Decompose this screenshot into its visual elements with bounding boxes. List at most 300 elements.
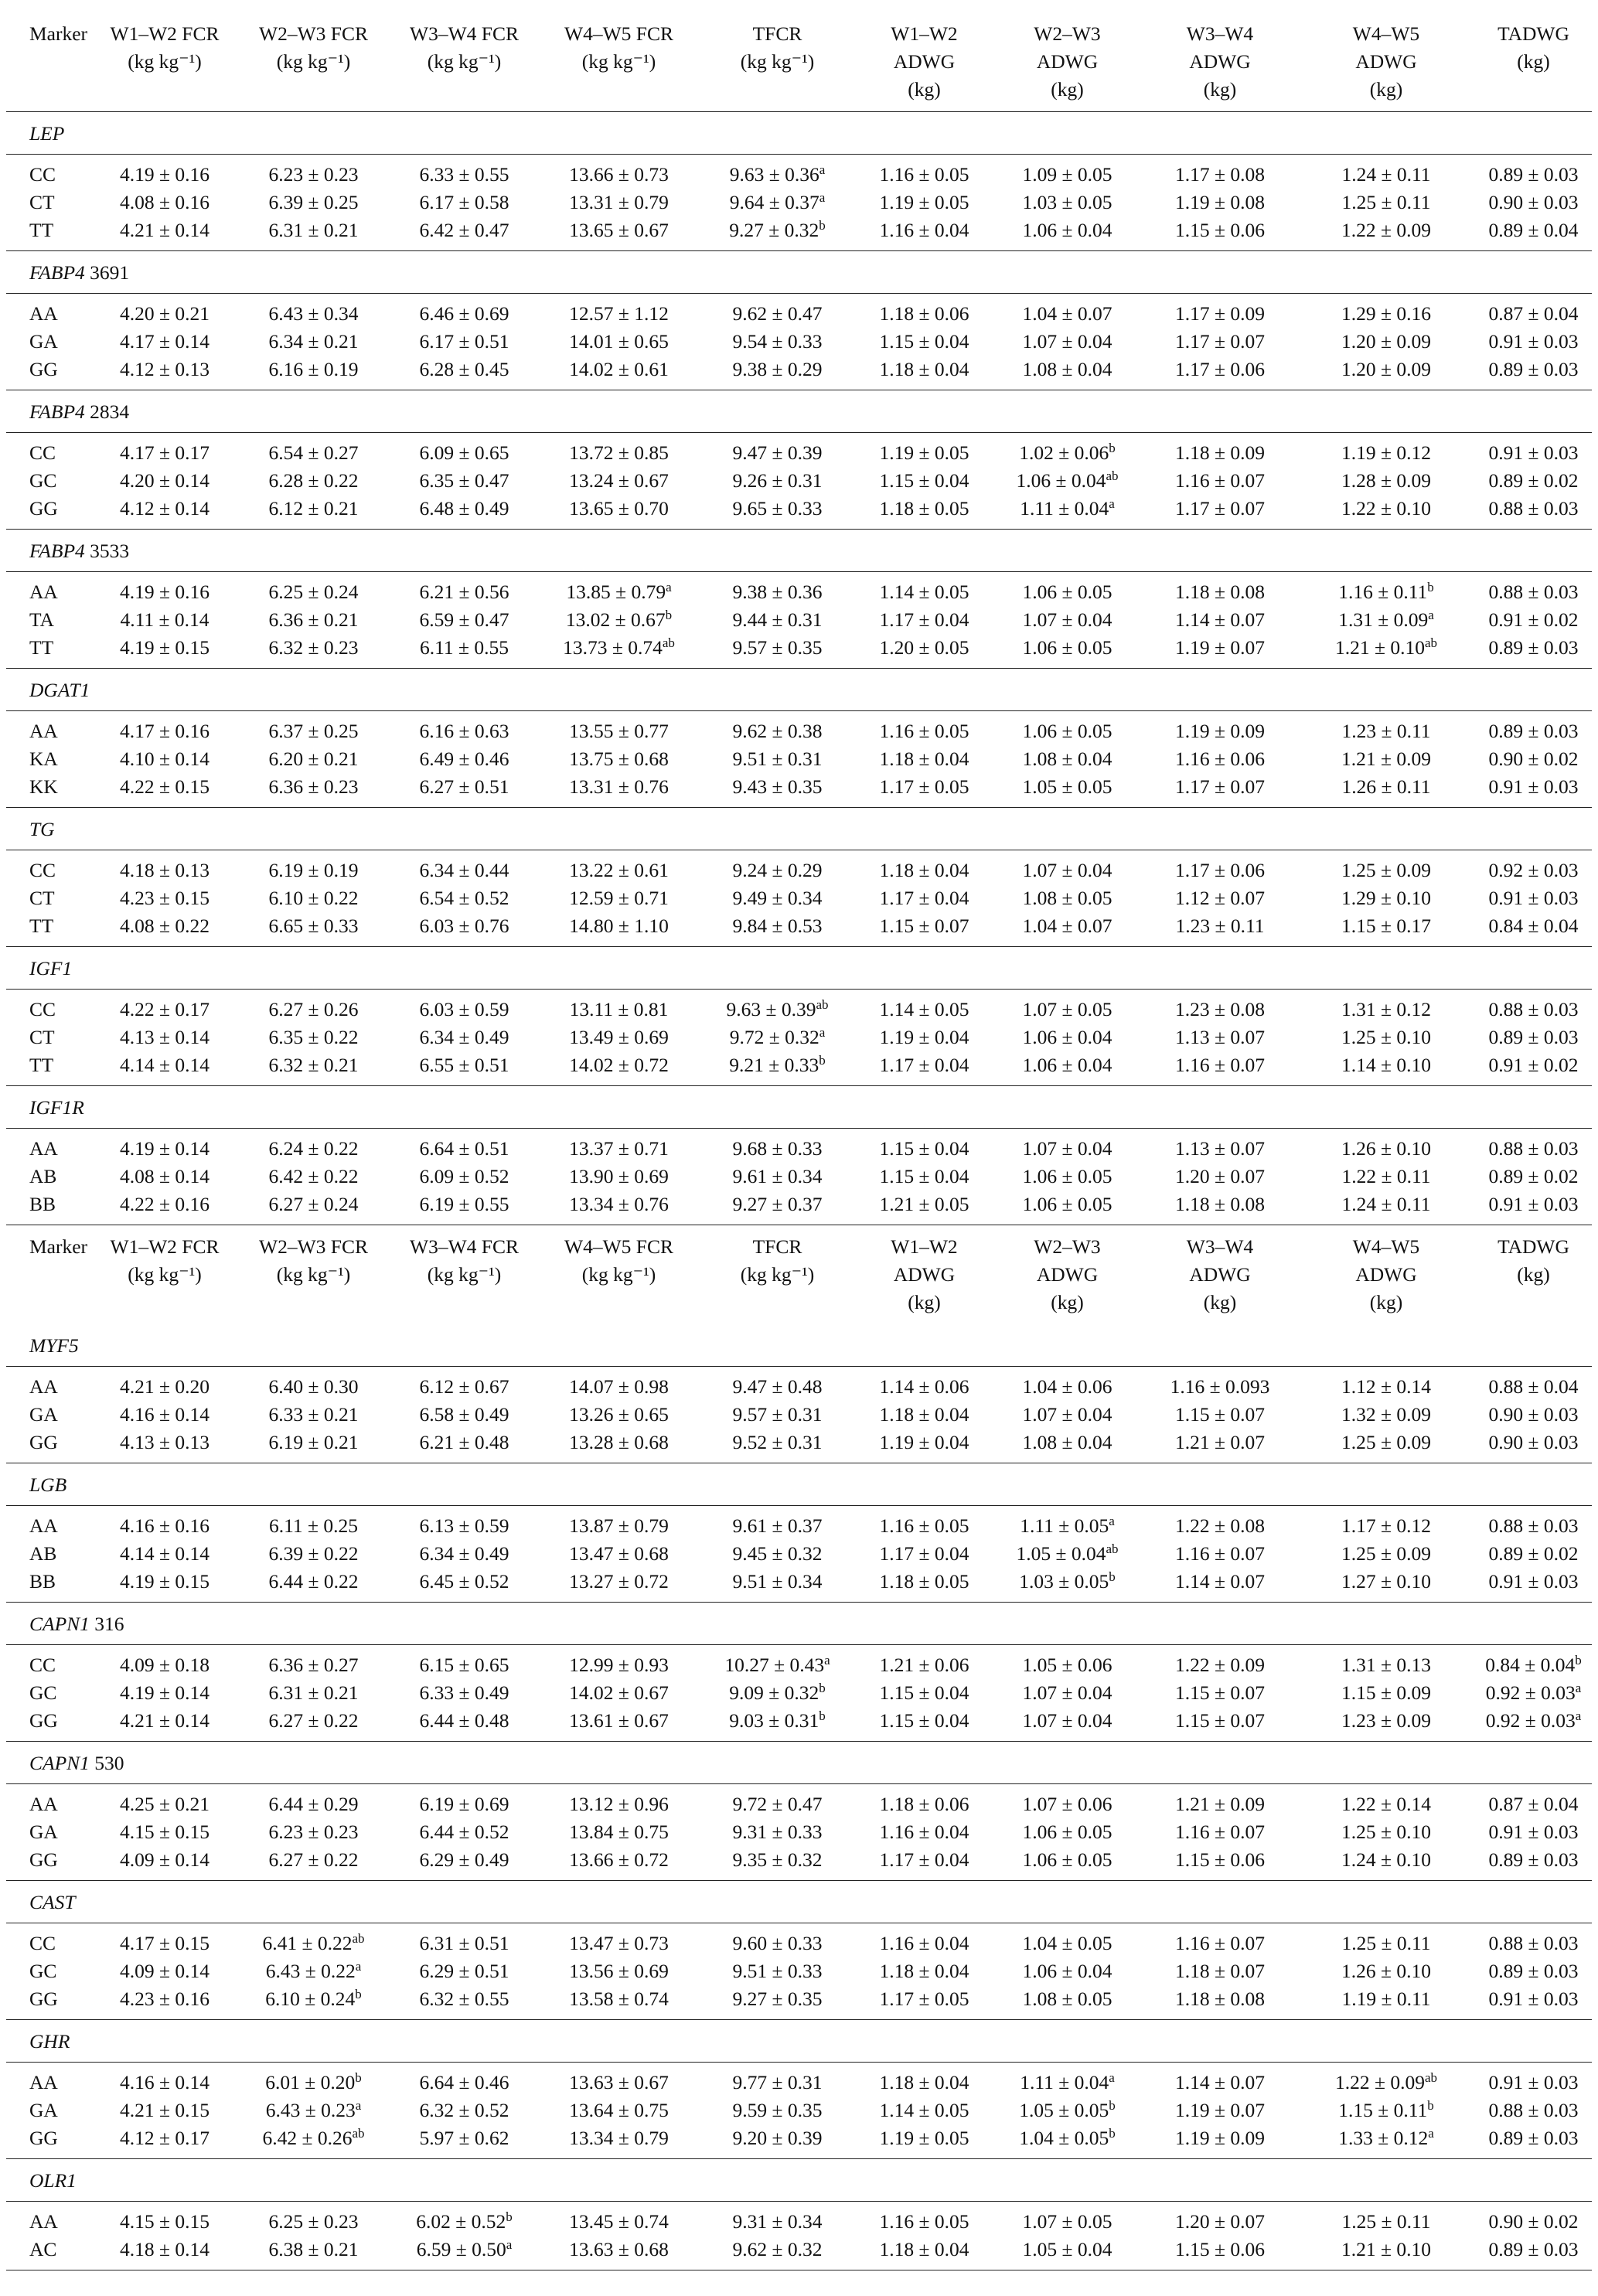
value-cell: 1.17 ± 0.07 (1175, 330, 1265, 353)
value-cell: 13.31 ± 0.76 (540, 773, 698, 808)
marker-name (6, 2159, 1592, 2202)
value-cell: 6.28 ± 0.22 (268, 469, 359, 492)
value-cell: 1.28 ± 0.09 (1341, 469, 1431, 492)
value-cell: 6.31 ± 0.51 (419, 1932, 509, 1954)
value-cell: 1.29 ± 0.10 (1341, 887, 1431, 909)
value-cell: 1.23 ± 0.11 (1143, 912, 1297, 947)
header-cell (540, 12, 698, 112)
value-cell: 4.14 ± 0.14 (120, 1542, 210, 1565)
significance-letter: b (1109, 1569, 1116, 1584)
value-cell: 9.44 ± 0.31 (732, 608, 823, 631)
value-cell: 0.90 ± 0.03 (1488, 191, 1579, 213)
value-cell: 0.88 ± 0.04 (1488, 1375, 1579, 1398)
value-cell: 13.90 ± 0.69 (569, 1165, 669, 1187)
value-cell: 6.28 ± 0.45 (389, 356, 540, 390)
value-cell: 13.55 ± 0.77 (569, 720, 669, 742)
value-cell: 6.49 ± 0.46 (419, 748, 509, 770)
value-cell: 1.25 ± 0.11 (1341, 191, 1431, 213)
value-cell: 1.16 ± 0.04 (879, 1821, 969, 1843)
value-cell: 1.14 ± 0.05 (879, 998, 969, 1020)
marker-row (6, 1086, 1592, 1129)
value-cell: 6.37 ± 0.25 (268, 720, 359, 742)
header-cell (238, 12, 389, 112)
genotype-cell: GG (6, 2124, 91, 2159)
value-cell: 1.06 ± 0.05 (1022, 1821, 1112, 1843)
value-cell: 6.19 ± 0.21 (238, 1429, 389, 1463)
value-cell: 9.24 ± 0.29 (732, 859, 823, 881)
value-cell: 0.89 ± 0.03 (1475, 1846, 1592, 1881)
value-cell: 1.17 ± 0.05 (857, 773, 992, 808)
value-cell: 0.91 ± 0.02 (1488, 608, 1579, 631)
value-cell: 1.21 ± 0.07 (1143, 1429, 1297, 1463)
value-cell: 1.21 ± 0.05 (857, 1191, 992, 1225)
value-cell: 1.23 ± 0.09 (1297, 1707, 1475, 1742)
value-cell: 12.57 ± 1.12 (569, 302, 669, 325)
marker-gene: FABP4 (29, 400, 85, 423)
value-cell: 4.23 ± 0.16 (91, 1985, 238, 2020)
header-line: (kg) (1369, 78, 1403, 100)
value-cell: 6.19 ± 0.55 (389, 1191, 540, 1225)
significance-letter: b (355, 2070, 362, 2085)
table-header (6, 12, 1592, 112)
value-cell: 1.26 ± 0.10 (1341, 1137, 1431, 1160)
value-cell: 13.58 ± 0.74 (540, 1985, 698, 2020)
header-cell (1297, 1225, 1475, 1325)
value-cell: 6.34 ± 0.21 (268, 330, 359, 353)
significance-letter: ab (1106, 468, 1119, 483)
marker-name (6, 947, 1592, 990)
value-cell: 1.15 ± 0.17 (1297, 912, 1475, 947)
header-cell (992, 1225, 1143, 1325)
value-cell: 1.25 ± 0.10 (1341, 1026, 1431, 1048)
significance-letter: b (1109, 441, 1116, 455)
value-cell: 1.20 ± 0.09 (1297, 356, 1475, 390)
significance-letter: ab (352, 1931, 365, 1946)
table-row (6, 1051, 1592, 1086)
value-cell: 1.22 ± 0.09 (1297, 216, 1475, 251)
marker-name (6, 1603, 1592, 1645)
genotype-cell: KA (29, 748, 58, 770)
significance-letter: b (1427, 580, 1434, 594)
value-cell: 13.65 ± 0.70 (540, 495, 698, 530)
header-line: TFCR (752, 1235, 802, 1258)
value-cell: 13.64 ± 0.75 (569, 2099, 669, 2121)
value-cell: 1.17 ± 0.05 (857, 1985, 992, 2020)
header-line: W4–W5 FCR (564, 1235, 673, 1258)
value-cell: 6.48 ± 0.49 (389, 495, 540, 530)
value-cell: 1.23 ± 0.11 (1341, 720, 1431, 742)
value-cell: 1.19 ± 0.11 (1297, 1985, 1475, 2020)
value-cell: 4.10 ± 0.14 (120, 748, 210, 770)
marker-row (6, 1881, 1592, 1923)
value-cell: 0.89 ± 0.03 (1488, 720, 1579, 742)
value-cell: 4.15 ± 0.15 (120, 1821, 210, 1843)
genotype-cell: AA (29, 2071, 58, 2093)
table-row (6, 1568, 1592, 1603)
significance-letter: b (1109, 2098, 1116, 2113)
value-cell: 1.25 ± 0.10 (1341, 1821, 1431, 1843)
value-cell: 0.89 ± 0.03 (1475, 2236, 1592, 2270)
table-row (6, 2236, 1592, 2270)
value-cell: 6.25 ± 0.23 (268, 2210, 359, 2233)
marker-position: 530 (89, 1752, 124, 1774)
value-cell: 14.80 ± 1.10 (540, 912, 698, 947)
value-cell: 6.42 ± 0.26$^{ab}$ (238, 2124, 389, 2159)
value-cell: 4.08 ± 0.14 (120, 1165, 210, 1187)
value-cell: 1.18 ± 0.04 (857, 356, 992, 390)
value-cell: 9.09 ± 0.32$^b$ (729, 1681, 826, 1704)
value-cell: 4.19 ± 0.15 (91, 1568, 238, 1603)
significance-letter: a (1109, 1514, 1115, 1528)
genotype-cell: GA (29, 1403, 58, 1426)
header-line: (kg) (908, 1291, 941, 1313)
value-cell: 6.54 ± 0.52 (419, 887, 509, 909)
marker-name (6, 1742, 1592, 1784)
table-row (6, 216, 1592, 251)
value-cell: 1.06 ± 0.05 (992, 1846, 1143, 1881)
header-marker (6, 1225, 91, 1325)
value-cell: 1.15 ± 0.04 (879, 1165, 969, 1187)
significance-letter: a (819, 162, 826, 177)
table-row (6, 1163, 1592, 1191)
value-cell: 6.35 ± 0.47 (419, 469, 509, 492)
genotype-cell: KK (6, 773, 91, 808)
value-cell: 1.20 ± 0.09 (1341, 330, 1431, 353)
marker-gene: TG (29, 818, 55, 840)
header-line: ADWG (893, 50, 956, 73)
value-cell: 9.54 ± 0.33 (732, 330, 823, 353)
significance-letter: a (1109, 496, 1115, 511)
value-cell: 1.18 ± 0.09 (1175, 441, 1265, 464)
value-cell: 4.19 ± 0.16 (120, 163, 210, 186)
value-cell: 9.59 ± 0.35 (732, 2099, 823, 2121)
value-cell: 14.02 ± 0.61 (540, 356, 698, 390)
value-cell: 6.12 ± 0.67 (419, 1375, 509, 1398)
value-cell: 4.14 ± 0.14 (91, 1051, 238, 1086)
value-cell: 1.16 ± 0.06 (1175, 748, 1265, 770)
genotype-cell: CC (29, 163, 56, 186)
genotype-cell: CT (29, 887, 55, 909)
genotype-cell: TT (6, 634, 91, 669)
value-cell: 0.87 ± 0.04 (1488, 302, 1579, 325)
value-cell: 9.62 ± 0.47 (732, 302, 823, 325)
value-cell: 13.49 ± 0.69 (569, 1026, 669, 1048)
genotype-cell: GA (29, 2099, 58, 2121)
value-cell: 6.42 ± 0.47 (389, 216, 540, 251)
marker-row (6, 1463, 1592, 1506)
marker-row (6, 112, 1592, 155)
value-cell: 4.17 ± 0.17 (120, 441, 210, 464)
value-cell: 1.05 ± 0.06 (1022, 1654, 1112, 1676)
value-cell: 1.17 ± 0.12 (1341, 1514, 1431, 1537)
value-cell: 6.39 ± 0.22 (268, 1542, 359, 1565)
value-cell: 1.17 ± 0.07 (1143, 495, 1297, 530)
value-cell: 1.18 ± 0.04 (879, 2071, 969, 2093)
header-cell (389, 1225, 540, 1325)
value-cell: 0.89 ± 0.03 (1488, 1960, 1579, 1982)
header-line: W2–W3 (1034, 1235, 1101, 1258)
value-cell: 9.26 ± 0.31 (732, 469, 823, 492)
significance-letter: ab (662, 635, 675, 650)
value-cell: 13.66 ± 0.72 (540, 1846, 698, 1881)
genotype-cell: AA (29, 1514, 58, 1537)
table-row (6, 1129, 1592, 1163)
marker-gene: CAST (29, 1891, 76, 1913)
value-cell: 4.08 ± 0.16 (120, 191, 210, 213)
value-cell: 0.91 ± 0.03 (1488, 887, 1579, 909)
value-cell: 1.16 ± 0.07 (1143, 1051, 1297, 1086)
value-cell: 6.34 ± 0.49 (419, 1542, 509, 1565)
header-line: W1–W2 (891, 1235, 958, 1258)
value-cell: 0.92 ± 0.03$^a$ (1485, 1681, 1582, 1704)
header-cell (698, 12, 857, 112)
genotype-cell: TT (6, 912, 91, 947)
table-row (6, 1985, 1592, 2020)
significance-letter: a (1428, 608, 1434, 622)
value-cell: 1.19 ± 0.04 (857, 1429, 992, 1463)
value-cell: 6.11 ± 0.55 (389, 634, 540, 669)
value-cell: 1.18 ± 0.04 (857, 2236, 992, 2270)
value-cell: 1.18 ± 0.08 (1143, 1985, 1297, 2020)
value-cell: 13.65 ± 0.67 (540, 216, 698, 251)
value-cell: 1.18 ± 0.07 (1175, 1960, 1265, 1982)
marker-row (6, 947, 1592, 990)
value-cell: 6.46 ± 0.69 (419, 302, 509, 325)
value-cell: 1.21 ± 0.06 (879, 1654, 969, 1676)
value-cell: 6.64 ± 0.46 (419, 2071, 509, 2093)
value-cell: 1.07 ± 0.04 (1022, 1681, 1112, 1704)
value-cell: 4.20 ± 0.14 (120, 469, 210, 492)
value-cell: 5.97 ± 0.62 (389, 2124, 540, 2159)
value-cell: 0.91 ± 0.03 (1475, 1985, 1592, 2020)
header-line: ADWG (1355, 1263, 1417, 1286)
value-cell: 1.24 ± 0.10 (1297, 1846, 1475, 1881)
value-cell: 4.09 ± 0.14 (120, 1960, 210, 1982)
marker-gene: OLR1 (29, 2169, 77, 2192)
significance-letter: a (1575, 1681, 1582, 1695)
value-cell: 6.12 ± 0.21 (238, 495, 389, 530)
value-cell: 4.16 ± 0.16 (120, 1514, 210, 1537)
significance-letter: b (819, 218, 826, 233)
table-row (6, 467, 1592, 495)
value-cell: 6.42 ± 0.22 (268, 1165, 359, 1187)
header-line: (kg kg⁻¹) (427, 50, 502, 73)
value-cell: 1.22 ± 0.09$^{ab}$ (1334, 2070, 1438, 2093)
header-cell (1475, 1225, 1592, 1325)
header-line: Marker (29, 1235, 88, 1258)
value-cell: 1.14 ± 0.07 (1143, 1568, 1297, 1603)
value-cell: 1.07 ± 0.04 (1022, 1403, 1112, 1426)
value-cell: 9.20 ± 0.39 (698, 2124, 857, 2159)
value-cell: 6.36 ± 0.27 (268, 1654, 359, 1676)
significance-letter: b (1109, 2126, 1116, 2141)
value-cell: 1.22 ± 0.11 (1341, 1165, 1431, 1187)
value-cell: 1.11 ± 0.04$^a$ (1020, 2070, 1115, 2093)
value-cell: 1.07 ± 0.04 (1022, 1137, 1112, 1160)
value-cell: 1.32 ± 0.09 (1341, 1403, 1431, 1426)
value-cell: 0.89 ± 0.02 (1488, 1542, 1579, 1565)
value-cell: 1.15 ± 0.04 (879, 1681, 969, 1704)
value-cell: 0.91 ± 0.03 (1488, 441, 1579, 464)
value-cell: 1.19 ± 0.07 (1143, 634, 1297, 669)
value-cell: 1.33 ± 0.12$^a$ (1297, 2124, 1475, 2159)
value-cell: 6.27 ± 0.51 (389, 773, 540, 808)
value-cell: 4.09 ± 0.14 (91, 1846, 238, 1881)
value-cell: 6.35 ± 0.22 (268, 1026, 359, 1048)
value-cell: 1.06 ± 0.05 (1022, 720, 1112, 742)
value-cell: 13.63 ± 0.67 (569, 2071, 669, 2093)
value-cell: 13.66 ± 0.73 (569, 163, 669, 186)
value-cell: 13.61 ± 0.67 (540, 1707, 698, 1742)
genotype-cell: GA (29, 1821, 58, 1843)
table-row (6, 2124, 1592, 2159)
marker-gene: LEP (29, 122, 65, 145)
header-line: (kg) (1369, 1291, 1403, 1313)
genotype-cell: AB (29, 1542, 57, 1565)
value-cell: 1.15 ± 0.07 (1175, 1681, 1265, 1704)
value-cell: 1.12 ± 0.07 (1175, 887, 1265, 909)
header-cell (698, 1225, 857, 1325)
value-cell: 1.04 ± 0.07 (1022, 302, 1112, 325)
value-cell: 6.44 ± 0.52 (419, 1821, 509, 1843)
value-cell: 9.62 ± 0.32 (698, 2236, 857, 2270)
header-cell (1143, 1225, 1297, 1325)
header-line: (kg) (1517, 1263, 1550, 1286)
genotype-cell: GG (6, 356, 91, 390)
value-cell: 1.15 ± 0.07 (1175, 1403, 1265, 1426)
value-cell: 9.27 ± 0.37 (698, 1191, 857, 1225)
value-cell: 4.17 ± 0.16 (120, 720, 210, 742)
value-cell: 6.19 ± 0.69 (419, 1793, 509, 1815)
value-cell: 6.38 ± 0.21 (238, 2236, 389, 2270)
table-row (6, 1191, 1592, 1225)
value-cell: 1.29 ± 0.16 (1341, 302, 1431, 325)
value-cell: 13.28 ± 0.68 (540, 1429, 698, 1463)
value-cell: 9.03 ± 0.31$^b$ (698, 1707, 857, 1742)
value-cell: 6.16 ± 0.63 (419, 720, 509, 742)
value-cell: 6.27 ± 0.22 (238, 1846, 389, 1881)
marker-row (6, 1742, 1592, 1784)
value-cell: 1.21 ± 0.10 (1297, 2236, 1475, 2270)
value-cell: 1.23 ± 0.08 (1175, 998, 1265, 1020)
value-cell: 6.33 ± 0.21 (268, 1403, 359, 1426)
value-cell: 6.54 ± 0.27 (268, 441, 359, 464)
value-cell: 1.19 ± 0.04 (879, 1026, 969, 1048)
table-row (6, 1645, 1592, 1680)
results-table (6, 12, 1592, 2270)
value-cell: 1.17 ± 0.04 (879, 608, 969, 631)
value-cell: 6.44 ± 0.22 (238, 1568, 389, 1603)
value-cell: 1.14 ± 0.05 (879, 581, 969, 603)
table-row (6, 884, 1592, 912)
value-cell: 6.36 ± 0.21 (268, 608, 359, 631)
genotype-cell: GG (6, 1429, 91, 1463)
value-cell: 1.18 ± 0.05 (857, 495, 992, 530)
genotype-cell: BB (6, 1191, 91, 1225)
value-cell: 4.19 ± 0.15 (91, 634, 238, 669)
value-cell: 6.29 ± 0.51 (419, 1960, 509, 1982)
header-line: (kg kg⁻¹) (740, 50, 815, 73)
value-cell: 6.65 ± 0.33 (238, 912, 389, 947)
value-cell: 9.51 ± 0.31 (732, 748, 823, 770)
value-cell: 1.18 ± 0.04 (879, 748, 969, 770)
significance-letter: b (1427, 2098, 1434, 2113)
value-cell: 6.40 ± 0.30 (268, 1375, 359, 1398)
marker-row (6, 808, 1592, 850)
value-cell: 1.12 ± 0.14 (1341, 1375, 1431, 1398)
value-cell: 1.17 ± 0.06 (1143, 356, 1297, 390)
value-cell: 4.22 ± 0.16 (91, 1191, 238, 1225)
marker-gene: FABP4 (29, 261, 85, 284)
header-line: W1–W2 FCR (110, 22, 220, 45)
value-cell: 12.99 ± 0.93 (569, 1654, 669, 1676)
marker-gene: GHR (29, 2030, 70, 2052)
marker-position: 3691 (84, 261, 130, 284)
value-cell: 13.34 ± 0.76 (540, 1191, 698, 1225)
value-cell: 1.20 ± 0.07 (1175, 1165, 1265, 1187)
marker-row (6, 2020, 1592, 2063)
value-cell: 13.22 ± 0.61 (569, 859, 669, 881)
value-cell: 6.24 ± 0.22 (268, 1137, 359, 1160)
value-cell: 1.16 ± 0.07 (1175, 1821, 1265, 1843)
value-cell: 1.05 ± 0.05$^b$ (1019, 2098, 1116, 2121)
value-cell: 6.39 ± 0.25 (268, 191, 359, 213)
significance-letter: ab (816, 997, 829, 1012)
value-cell: 1.14 ± 0.10 (1297, 1051, 1475, 1086)
value-cell: 1.13 ± 0.07 (1175, 1026, 1265, 1048)
significance-letter: a (819, 1025, 826, 1040)
value-cell: 1.06 ± 0.04 (1022, 1026, 1112, 1048)
marker-gene: MYF5 (29, 1334, 79, 1357)
header-line: W4–W5 (1352, 1235, 1420, 1258)
marker-gene: CAPN1 (29, 1613, 90, 1635)
value-cell: 9.31 ± 0.34 (732, 2210, 823, 2233)
genotype-cell: AC (6, 2236, 91, 2270)
significance-letter: b (665, 608, 673, 622)
genotype-cell: BB (6, 1568, 91, 1603)
value-cell: 1.05 ± 0.04$^{ab}$ (1016, 1541, 1119, 1565)
value-cell: 13.47 ± 0.73 (569, 1932, 669, 1954)
value-cell: 6.17 ± 0.58 (419, 191, 509, 213)
value-cell: 1.07 ± 0.05 (1022, 2210, 1112, 2233)
value-cell: 1.14 ± 0.06 (879, 1375, 969, 1398)
genotype-cell: AA (29, 1375, 58, 1398)
significance-letter: a (1109, 2070, 1115, 2085)
value-cell: 6.34 ± 0.44 (419, 859, 509, 881)
value-cell: 1.16 ± 0.07 (1175, 469, 1265, 492)
header-line: TADWG (1497, 1235, 1569, 1258)
header-line: W3–W4 FCR (410, 22, 519, 45)
value-cell: 6.11 ± 0.25 (268, 1514, 359, 1537)
table-row (6, 1784, 1592, 1819)
value-cell: 4.20 ± 0.21 (120, 302, 210, 325)
value-cell: 1.04 ± 0.06 (1022, 1375, 1112, 1398)
value-cell: 1.22 ± 0.10 (1297, 495, 1475, 530)
genotype-cell: GG (6, 1985, 91, 2020)
marker-name (6, 1086, 1592, 1129)
table-row (6, 155, 1592, 189)
table-row (6, 606, 1592, 634)
value-cell: 4.13 ± 0.14 (120, 1026, 210, 1048)
value-cell: 6.09 ± 0.65 (419, 441, 509, 464)
header-line: ADWG (1189, 50, 1251, 73)
value-cell: 0.87 ± 0.04 (1488, 1793, 1579, 1815)
marker-gene: IGF1 (29, 957, 73, 979)
value-cell: 9.57 ± 0.31 (732, 1403, 823, 1426)
value-cell: 0.92 ± 0.03 (1488, 859, 1579, 881)
header-marker (6, 12, 91, 112)
value-cell: 9.63 ± 0.39$^{ab}$ (726, 997, 829, 1020)
